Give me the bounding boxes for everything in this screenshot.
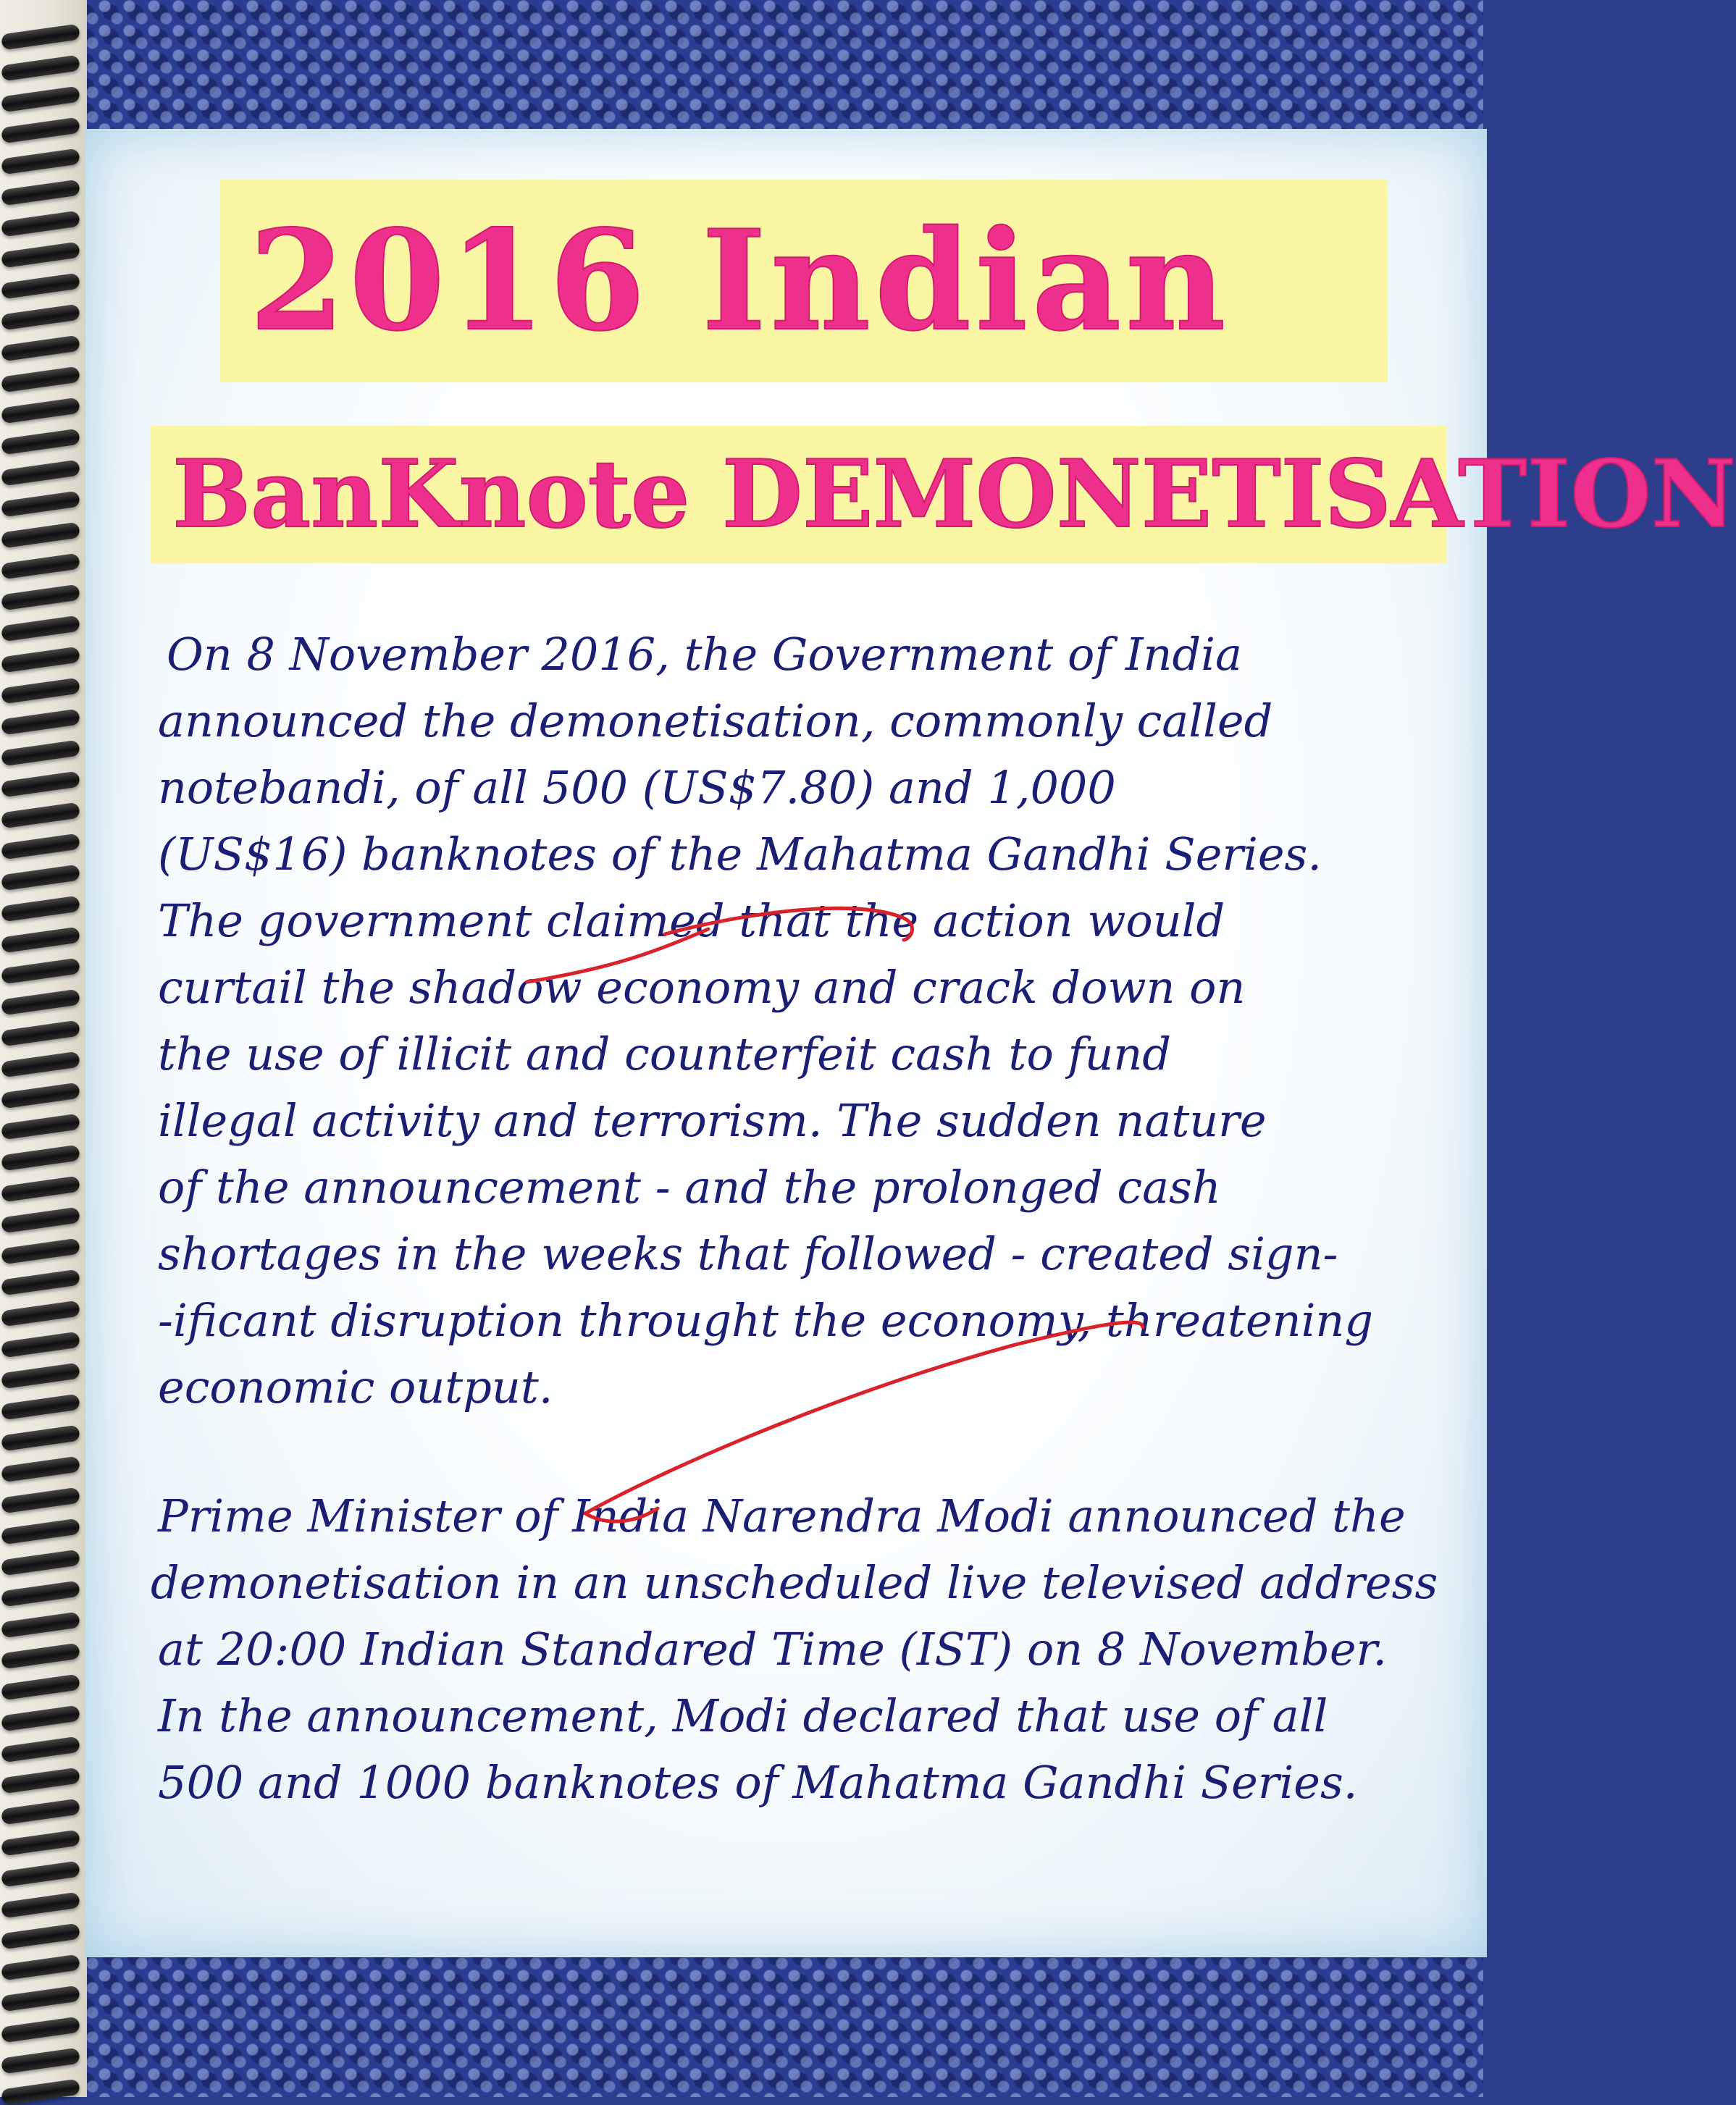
- spiral-coil: [1, 584, 80, 611]
- spiral-coil: [1, 86, 80, 113]
- paragraph-1-line-5: The government claimed that the action would: [158, 894, 1225, 947]
- spiral-coil: [1, 615, 80, 642]
- spiral-coil: [1, 771, 80, 798]
- spiral-coil: [1, 460, 80, 487]
- title-line-1: 2016 Indian: [220, 180, 1388, 382]
- spiral-coil: [1, 1768, 80, 1794]
- paragraph-2-line-2: demonetisation in an unscheduled live televised address: [151, 1556, 1438, 1609]
- spiral-coil: [1, 1301, 80, 1327]
- spiral-coil: [1, 1518, 80, 1545]
- spiral-coil: [1, 304, 80, 331]
- spiral-coil: [1, 1456, 80, 1483]
- spiral-coil: [1, 1861, 80, 1888]
- spiral-coil: [1, 2048, 80, 2075]
- spiral-coil: [1, 1051, 80, 1078]
- spiral-coil: [1, 958, 80, 985]
- spiral-coil: [1, 1020, 80, 1047]
- spiral-coil: [1, 2017, 80, 2043]
- spiral-coil: [1, 1643, 80, 1670]
- paragraph-1-line-6: curtail the shadow economy and crack down on: [158, 961, 1246, 1014]
- spiral-coil: [1, 1799, 80, 1825]
- spiral-coil: [1, 1736, 80, 1763]
- spiral-binding: [0, 0, 87, 2097]
- spiral-coil: [1, 1114, 80, 1140]
- spiral-coil: [1, 429, 80, 455]
- spiral-coil: [1, 1550, 80, 1576]
- spiral-coil: [1, 927, 80, 954]
- spiral-coil: [1, 1332, 80, 1358]
- spiral-coil: [1, 989, 80, 1016]
- spiral-coil: [1, 896, 80, 923]
- paragraph-2-line-1: Prime Minister of India Narendra Modi announced the: [158, 1490, 1406, 1542]
- spiral-coil: [1, 180, 80, 206]
- spiral-coil: [1, 1083, 80, 1109]
- paragraph-1-line-12: economic output.: [158, 1361, 553, 1413]
- spiral-coil: [1, 273, 80, 300]
- spiral-coil: [1, 1581, 80, 1608]
- paragraph-1-line-8: illegal activity and terrorism. The sudden nature: [158, 1094, 1267, 1147]
- spiral-coil: [1, 148, 80, 175]
- spiral-coil: [1, 1954, 80, 1981]
- spiral-coil: [1, 522, 80, 549]
- spiral-coil: [1, 24, 80, 51]
- title-line-2: BanKnote DEMONETISATION: [151, 426, 1447, 563]
- spiral-coil: [1, 2079, 80, 2105]
- spiral-coil: [1, 865, 80, 891]
- paragraph-1-line-3: notebandi, of all 500 (US$7.80) and 1,000: [158, 761, 1116, 814]
- paragraph-2-line-3: at 20:00 Indian Standared Time (IST) on 8 November.: [158, 1623, 1388, 1676]
- spiral-coil: [1, 1269, 80, 1296]
- spiral-coil: [1, 491, 80, 518]
- spiral-coil: [1, 802, 80, 829]
- spiral-coil: [1, 117, 80, 144]
- spiral-coil: [1, 335, 80, 362]
- spiral-coil: [1, 1892, 80, 1919]
- paragraph-1-line-1: On 8 November 2016, the Government of India: [167, 628, 1242, 681]
- spiral-coil: [1, 1176, 80, 1203]
- paragraph-1-line-2: announced the demonetisation, commonly called: [158, 694, 1273, 747]
- spiral-coil: [1, 678, 80, 705]
- spiral-coil: [1, 55, 80, 82]
- spiral-coil: [1, 211, 80, 238]
- spiral-coil: [1, 1487, 80, 1514]
- spiral-coil: [1, 1238, 80, 1265]
- spiral-coil: [1, 709, 80, 736]
- spiral-coil: [1, 1207, 80, 1234]
- paragraph-2-line-4: In the announcement, Modi declared that use of all: [158, 1689, 1328, 1742]
- spiral-coil: [1, 242, 80, 269]
- paragraph-1-line-7: the use of illicit and counterfeit cash to fund: [158, 1028, 1171, 1080]
- spiral-coil: [1, 740, 80, 767]
- paragraph-1-line-9: of the announcement - and the prolonged cash: [158, 1161, 1221, 1214]
- spiral-coil: [1, 1612, 80, 1639]
- spiral-coil: [1, 647, 80, 673]
- spiral-coil: [1, 1425, 80, 1452]
- notebook-page: [85, 129, 1736, 1957]
- spiral-coil: [1, 1674, 80, 1701]
- spiral-coil: [1, 1830, 80, 1857]
- paragraph-1-line-11: -ificant disruption throught the economy, threatening: [158, 1294, 1374, 1347]
- spiral-coil: [1, 1145, 80, 1172]
- spiral-coil: [1, 553, 80, 580]
- spiral-coil: [1, 1363, 80, 1390]
- spiral-coil: [1, 1394, 80, 1421]
- paragraph-1-line-10: shortages in the weeks that followed - created sign-: [158, 1227, 1338, 1280]
- spiral-coil: [1, 1705, 80, 1732]
- spiral-coil: [1, 1986, 80, 2012]
- spiral-coil: [1, 833, 80, 860]
- spiral-coil: [1, 366, 80, 393]
- spiral-coil: [1, 398, 80, 424]
- paragraph-2-line-5: 500 and 1000 banknotes of Mahatma Gandhi Series.: [158, 1756, 1358, 1809]
- paragraph-1-line-4: (US$16) banknotes of the Mahatma Gandhi Series.: [158, 828, 1322, 881]
- spiral-coil: [1, 1923, 80, 1950]
